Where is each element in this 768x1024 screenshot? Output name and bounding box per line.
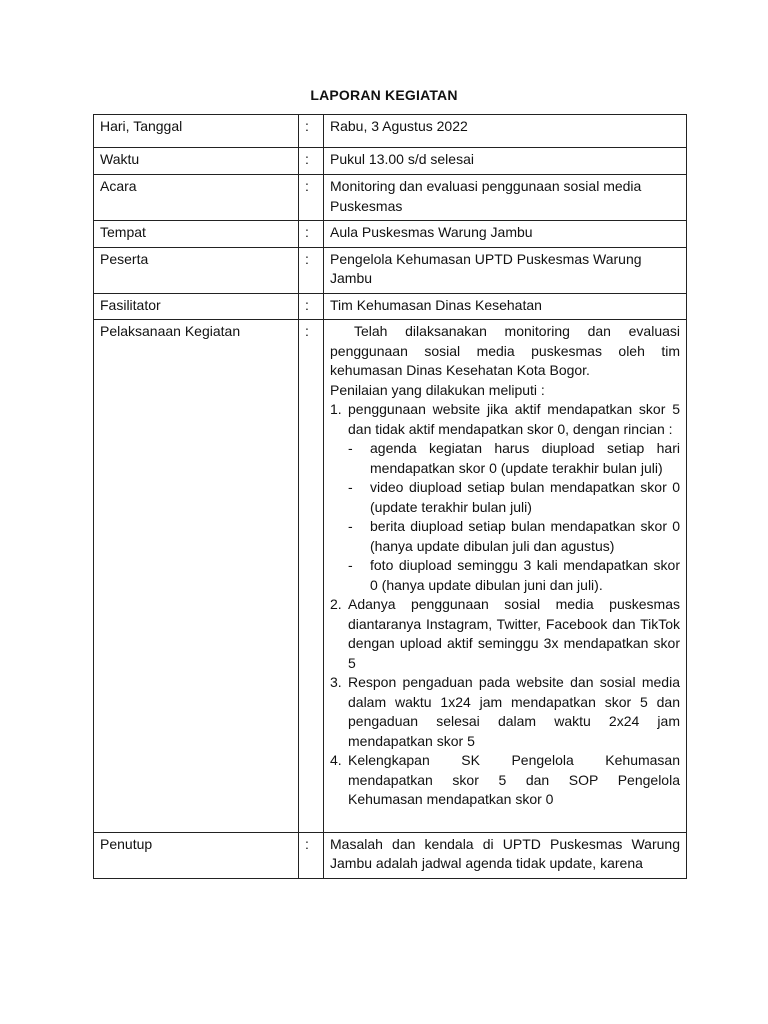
sub-list-item [348,439,680,478]
colon-separator: : [299,293,324,320]
colon-separator: : [299,320,324,833]
row-value: Pukul 13.00 s/d selesai [324,148,687,175]
dash-bullet: - [348,440,353,456]
sub-item-text: berita diupload setiap bulan mendapatkan skor 0 (hanya update dibulan juli dan agustus) [370,518,680,554]
sub-item-text: video diupload setiap bulan mendapatkan skor 0 (update terakhir bulan juli) [370,479,680,515]
row-fasilitator [94,293,687,320]
report-table [93,114,687,879]
list-item [330,400,680,595]
intro-paragraph: Telah dilaksanakan monitoring dan evaluasi penggunaan sosial media puskesmas oleh tim kehumasan Dinas Kesehatan Kota Bogor. [330,323,680,378]
row-hari-tanggal [94,115,687,148]
row-waktu [94,148,687,175]
sub-list-item [348,478,680,517]
sub-list-item [348,517,680,556]
row-label: Tempat [94,221,299,248]
item-number: 3. [330,674,342,690]
row-pelaksanaan-kegiatan [94,320,687,833]
dash-bullet: - [348,557,353,573]
list-item [330,673,680,751]
item-text: penggunaan website jika aktif mendapatkan skor 5 dan tidak aktif mendapatkan skor 0, dengan rincian : [348,401,680,437]
penilaian-heading: Penilaian yang dilakukan meliputi : [330,381,545,398]
item-number: 4. [330,752,342,768]
row-label: Penutup [94,832,299,878]
row-value: Tim Kehumasan Dinas Kesehatan [324,293,687,320]
dash-bullet: - [348,479,353,495]
row-label: Acara [94,175,299,221]
row-label: Waktu [94,148,299,175]
row-penutup [94,832,687,878]
item-text: Adanya penggunaan sosial media puskesmas diantaranya Instagram, Twitter, Facebook dan TikTok dengan upload aktif seminggu 3x mendapatkan skor 5 [348,596,680,671]
document-title: LAPORAN KEGIATAN [310,87,458,103]
dash-bullet: - [348,518,353,534]
pelaksanaan-content [324,320,687,833]
colon-separator: : [299,247,324,293]
list-item [330,595,680,673]
colon-separator: : [299,148,324,175]
item-text: Kelengkapan SK Pengelola Kehumasan mendapatkan skor 5 dan SOP Pengelola Kehumasan mendapatkan skor 0 [348,752,680,807]
sub-list [348,439,680,595]
item-text: Respon pengaduan pada website dan sosial media dalam waktu 1x24 jam mendapatkan skor 5 dan pengaduan selesai dalam waktu 2x24 jam mendapatkan skor 5 [348,674,680,749]
sub-item-text: foto diupload seminggu 3 kali mendapatkan skor 0 (hanya update dibulan juni dan juli). [370,557,680,593]
row-label: Pelaksanaan Kegiatan [94,320,299,833]
row-peserta [94,247,687,293]
row-acara [94,175,687,221]
sub-item-text: agenda kegiatan harus diupload setiap hari mendapatkan skor 0 (update terakhir bulan juli) [370,440,680,476]
section-spacer [330,810,680,828]
colon-separator: : [299,221,324,248]
row-value: Aula Puskesmas Warung Jambu [324,221,687,248]
item-number: 2. [330,596,342,612]
row-label: Hari, Tanggal [94,115,299,148]
criteria-list [330,400,680,810]
colon-separator: : [299,175,324,221]
row-value: Pengelola Kehumasan UPTD Puskesmas Warung Jambu [324,247,687,293]
colon-separator: : [299,832,324,878]
list-item [330,751,680,810]
row-tempat [94,221,687,248]
item-number: 1. [330,401,342,417]
row-value: Monitoring dan evaluasi penggunaan sosial media Puskesmas [324,175,687,221]
row-label: Fasilitator [94,293,299,320]
row-label: Peserta [94,247,299,293]
row-value: Masalah dan kendala di UPTD Puskesmas Warung Jambu adalah jadwal agenda tidak update, karena [324,832,687,878]
colon-separator: : [299,115,324,148]
sub-list-item [348,556,680,595]
row-value: Rabu, 3 Agustus 2022 [324,115,687,148]
